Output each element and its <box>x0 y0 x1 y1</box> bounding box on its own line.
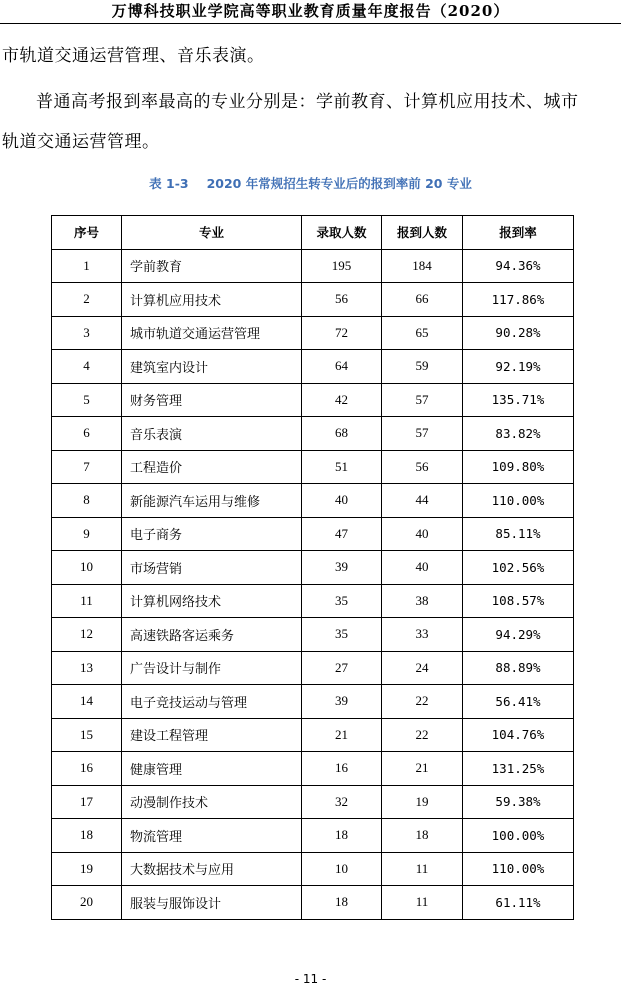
row-admitted: 32 <box>302 785 382 819</box>
table-row <box>52 651 574 685</box>
row-enrolled: 66 <box>382 283 463 317</box>
row-enrolled: 57 <box>382 383 463 417</box>
row-major: 高速铁路客运乘务 <box>122 618 302 652</box>
row-enrolled: 22 <box>382 718 463 752</box>
row-major: 物流管理 <box>122 819 302 853</box>
row-admitted: 47 <box>302 517 382 551</box>
table-row <box>52 618 574 652</box>
row-major: 工程造价 <box>122 450 302 484</box>
row-admitted: 35 <box>302 618 382 652</box>
table-row <box>52 450 574 484</box>
body-paragraph-2: 普通高考报到率最高的专业分别是：学前教育、计算机应用技术、城市 <box>36 92 579 112</box>
row-enrolled: 11 <box>382 852 463 886</box>
row-index: 10 <box>52 551 122 585</box>
header-rate: 报到率 <box>463 216 574 250</box>
row-index: 15 <box>52 718 122 752</box>
row-index: 17 <box>52 785 122 819</box>
row-rate: 109.80% <box>463 450 574 484</box>
row-rate: 108.57% <box>463 584 574 618</box>
row-major: 新能源汽车运用与维修 <box>122 484 302 518</box>
header-rule <box>0 23 621 24</box>
table-row <box>52 417 574 451</box>
row-enrolled: 40 <box>382 551 463 585</box>
row-rate: 83.82% <box>463 417 574 451</box>
report-header-title: 万博科技职业学院高等职业教育质量年度报告（2020） <box>111 2 510 20</box>
header-major: 专业 <box>122 216 302 250</box>
row-rate: 117.86% <box>463 283 574 317</box>
row-major: 音乐表演 <box>122 417 302 451</box>
row-admitted: 10 <box>302 852 382 886</box>
row-enrolled: 38 <box>382 584 463 618</box>
row-index: 4 <box>52 350 122 384</box>
row-admitted: 72 <box>302 316 382 350</box>
row-index: 6 <box>52 417 122 451</box>
row-admitted: 35 <box>302 584 382 618</box>
row-enrolled: 65 <box>382 316 463 350</box>
row-rate: 110.00% <box>463 484 574 518</box>
row-rate: 131.25% <box>463 752 574 786</box>
row-admitted: 40 <box>302 484 382 518</box>
row-major: 财务管理 <box>122 383 302 417</box>
page-number: - 11 - <box>294 972 327 986</box>
row-enrolled: 19 <box>382 785 463 819</box>
row-rate: 104.76% <box>463 718 574 752</box>
header-index: 序号 <box>52 216 122 250</box>
row-enrolled: 33 <box>382 618 463 652</box>
table-row <box>52 685 574 719</box>
row-enrolled: 184 <box>382 249 463 283</box>
row-admitted: 27 <box>302 651 382 685</box>
row-admitted: 18 <box>302 886 382 920</box>
enrollment-table <box>51 215 574 920</box>
header-admitted: 录取人数 <box>302 216 382 250</box>
table-row <box>52 584 574 618</box>
row-admitted: 16 <box>302 752 382 786</box>
row-major: 服装与服饰设计 <box>122 886 302 920</box>
row-major: 市场营销 <box>122 551 302 585</box>
row-rate: 102.56% <box>463 551 574 585</box>
table-caption <box>0 174 621 192</box>
table-row <box>52 383 574 417</box>
row-major: 动漫制作技术 <box>122 785 302 819</box>
row-major: 健康管理 <box>122 752 302 786</box>
row-rate: 90.28% <box>463 316 574 350</box>
row-enrolled: 24 <box>382 651 463 685</box>
body-paragraph-1: 市轨道交通运营管理、音乐表演。 <box>2 46 265 66</box>
row-index: 14 <box>52 685 122 719</box>
table-row <box>52 283 574 317</box>
row-rate: 135.71% <box>463 383 574 417</box>
row-admitted: 68 <box>302 417 382 451</box>
table-row <box>52 785 574 819</box>
row-index: 19 <box>52 852 122 886</box>
row-index: 13 <box>52 651 122 685</box>
row-admitted: 21 <box>302 718 382 752</box>
body-paragraph-3: 轨道交通运营管理。 <box>2 132 160 152</box>
row-major: 电子商务 <box>122 517 302 551</box>
table-row <box>52 316 574 350</box>
table-row <box>52 886 574 920</box>
row-enrolled: 22 <box>382 685 463 719</box>
header-enrolled: 报到人数 <box>382 216 463 250</box>
row-index: 2 <box>52 283 122 317</box>
row-enrolled: 21 <box>382 752 463 786</box>
row-admitted: 51 <box>302 450 382 484</box>
row-index: 1 <box>52 249 122 283</box>
row-enrolled: 59 <box>382 350 463 384</box>
row-enrolled: 40 <box>382 517 463 551</box>
row-index: 11 <box>52 584 122 618</box>
row-rate: 56.41% <box>463 685 574 719</box>
row-index: 20 <box>52 886 122 920</box>
row-major: 计算机网络技术 <box>122 584 302 618</box>
table-header-row <box>52 216 574 250</box>
row-major: 城市轨道交通运营管理 <box>122 316 302 350</box>
table-row <box>52 350 574 384</box>
row-rate: 61.11% <box>463 886 574 920</box>
row-admitted: 18 <box>302 819 382 853</box>
table-row <box>52 752 574 786</box>
row-enrolled: 11 <box>382 886 463 920</box>
table-row <box>52 852 574 886</box>
row-major: 大数据技术与应用 <box>122 852 302 886</box>
table-caption-number: 表 1-3 <box>149 176 189 191</box>
row-enrolled: 56 <box>382 450 463 484</box>
row-major: 建筑室内设计 <box>122 350 302 384</box>
row-major: 电子竞技运动与管理 <box>122 685 302 719</box>
row-admitted: 64 <box>302 350 382 384</box>
row-admitted: 56 <box>302 283 382 317</box>
row-enrolled: 44 <box>382 484 463 518</box>
table-row <box>52 819 574 853</box>
table-caption-title: 2020 年常规招生转专业后的报到率前 20 专业 <box>206 176 472 191</box>
row-rate: 110.00% <box>463 852 574 886</box>
row-index: 16 <box>52 752 122 786</box>
row-major: 建设工程管理 <box>122 718 302 752</box>
row-index: 12 <box>52 618 122 652</box>
row-enrolled: 57 <box>382 417 463 451</box>
table-row <box>52 517 574 551</box>
table-row <box>52 551 574 585</box>
row-major: 广告设计与制作 <box>122 651 302 685</box>
row-admitted: 39 <box>302 685 382 719</box>
table-row <box>52 249 574 283</box>
table-row <box>52 718 574 752</box>
table-body <box>52 249 574 919</box>
row-index: 5 <box>52 383 122 417</box>
row-rate: 85.11% <box>463 517 574 551</box>
row-admitted: 195 <box>302 249 382 283</box>
row-admitted: 42 <box>302 383 382 417</box>
row-enrolled: 18 <box>382 819 463 853</box>
row-rate: 94.29% <box>463 618 574 652</box>
row-rate: 100.00% <box>463 819 574 853</box>
row-rate: 92.19% <box>463 350 574 384</box>
row-index: 7 <box>52 450 122 484</box>
row-major: 学前教育 <box>122 249 302 283</box>
row-index: 18 <box>52 819 122 853</box>
row-major: 计算机应用技术 <box>122 283 302 317</box>
row-rate: 59.38% <box>463 785 574 819</box>
row-rate: 94.36% <box>463 249 574 283</box>
row-index: 9 <box>52 517 122 551</box>
row-admitted: 39 <box>302 551 382 585</box>
row-index: 3 <box>52 316 122 350</box>
row-rate: 88.89% <box>463 651 574 685</box>
table-row <box>52 484 574 518</box>
row-index: 8 <box>52 484 122 518</box>
